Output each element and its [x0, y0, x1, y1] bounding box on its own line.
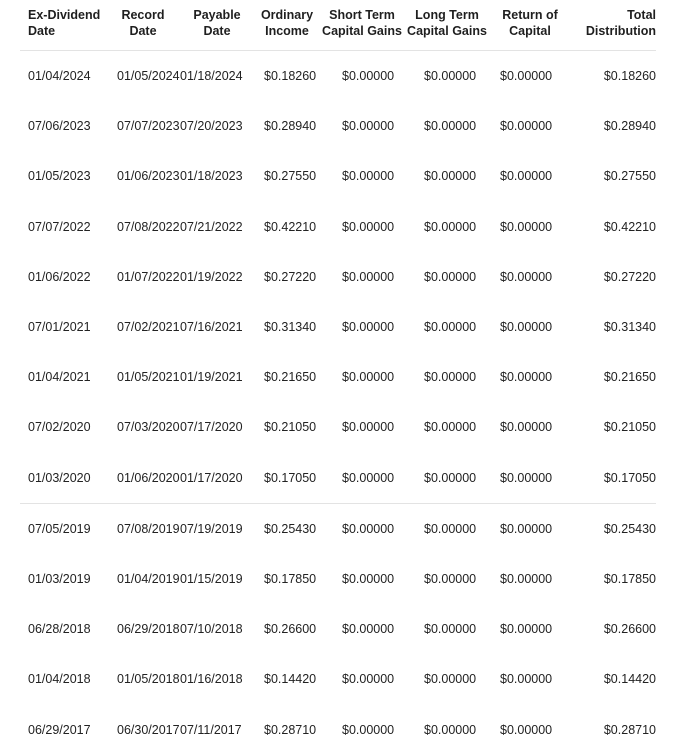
cell-return-of-capital: $0.00000	[500, 672, 553, 687]
cell-long-term-capital-gains: $0.00000	[424, 420, 477, 435]
cell-short-term-capital-gains: $0.00000	[342, 169, 395, 184]
cell-short-term-capital-gains: $0.00000	[342, 119, 395, 134]
cell-record-date: 07/08/2019	[117, 521, 180, 536]
cell-total-distribution: $0.21650	[603, 370, 656, 385]
cell-ordinary-income: $0.18260	[264, 69, 317, 84]
cell-total-distribution: $0.28710	[603, 722, 656, 737]
cell-short-term-capital-gains: $0.00000	[342, 69, 395, 84]
cell-return-of-capital: $0.00000	[500, 470, 553, 485]
table-row	[20, 402, 656, 452]
cell-ordinary-income: $0.25430	[264, 521, 317, 536]
cell-record-date: 01/07/2022	[117, 269, 180, 284]
cell-ex-dividend-date: 01/06/2022	[28, 269, 91, 284]
cell-ex-dividend-date: 01/05/2023	[28, 169, 91, 184]
cell-ordinary-income: $0.17850	[264, 571, 317, 586]
cell-record-date: 01/06/2020	[117, 470, 180, 485]
cell-ex-dividend-date: 06/29/2017	[28, 722, 91, 737]
cell-short-term-capital-gains: $0.00000	[342, 571, 395, 586]
cell-return-of-capital: $0.00000	[500, 622, 553, 637]
cell-long-term-capital-gains: $0.00000	[424, 370, 477, 385]
cell-long-term-capital-gains: $0.00000	[424, 169, 477, 184]
header-long-term-capital-gains: Long Term Capital Gains	[407, 8, 487, 38]
cell-return-of-capital: $0.00000	[500, 420, 553, 435]
cell-return-of-capital: $0.00000	[500, 169, 553, 184]
cell-long-term-capital-gains: $0.00000	[424, 219, 477, 234]
cell-record-date: 07/02/2021	[117, 320, 180, 335]
cell-ordinary-income: $0.14420	[264, 672, 317, 687]
cell-total-distribution: $0.28940	[603, 119, 656, 134]
cell-total-distribution: $0.26600	[603, 622, 656, 637]
table-row	[20, 352, 656, 402]
cell-short-term-capital-gains: $0.00000	[342, 269, 395, 284]
cell-short-term-capital-gains: $0.00000	[342, 722, 395, 737]
cell-short-term-capital-gains: $0.00000	[342, 370, 395, 385]
cell-long-term-capital-gains: $0.00000	[424, 571, 477, 586]
cell-payable-date: 07/10/2018	[180, 622, 243, 637]
cell-ordinary-income: $0.26600	[264, 622, 317, 637]
cell-return-of-capital: $0.00000	[500, 571, 553, 586]
cell-short-term-capital-gains: $0.00000	[342, 521, 395, 536]
header-ex-dividend-date: Ex-Dividend Date	[28, 8, 101, 38]
cell-return-of-capital: $0.00000	[500, 320, 553, 335]
table-row	[20, 554, 656, 604]
cell-record-date: 07/03/2020	[117, 420, 180, 435]
cell-payable-date: 01/19/2021	[180, 370, 243, 385]
cell-total-distribution: $0.17050	[603, 470, 656, 485]
cell-return-of-capital: $0.00000	[500, 69, 553, 84]
cell-ex-dividend-date: 07/02/2020	[28, 420, 91, 435]
cell-payable-date: 07/19/2019	[180, 521, 243, 536]
cell-total-distribution: $0.18260	[603, 69, 656, 84]
cell-ordinary-income: $0.31340	[264, 320, 317, 335]
cell-total-distribution: $0.27220	[603, 269, 656, 284]
cell-total-distribution: $0.27550	[603, 169, 656, 184]
cell-record-date: 01/04/2019	[117, 571, 180, 586]
header-short-term-capital-gains: Short Term Capital Gains	[322, 8, 402, 38]
cell-short-term-capital-gains: $0.00000	[342, 420, 395, 435]
cell-return-of-capital: $0.00000	[500, 269, 553, 284]
header-record-date: Record Date	[121, 8, 165, 38]
cell-ex-dividend-date: 01/04/2024	[28, 69, 91, 84]
table-body	[20, 51, 656, 755]
distribution-table	[20, 0, 656, 755]
table-row	[20, 302, 656, 352]
cell-ex-dividend-date: 06/28/2018	[28, 622, 91, 637]
cell-return-of-capital: $0.00000	[500, 119, 553, 134]
cell-payable-date: 07/16/2021	[180, 320, 243, 335]
cell-short-term-capital-gains: $0.00000	[342, 672, 395, 687]
cell-ex-dividend-date: 01/03/2020	[28, 470, 91, 485]
cell-ex-dividend-date: 01/03/2019	[28, 571, 91, 586]
cell-return-of-capital: $0.00000	[500, 370, 553, 385]
cell-ex-dividend-date: 07/06/2023	[28, 119, 91, 134]
cell-long-term-capital-gains: $0.00000	[424, 320, 477, 335]
cell-short-term-capital-gains: $0.00000	[342, 622, 395, 637]
table-row	[20, 101, 656, 151]
header-payable-date: Payable Date	[193, 8, 241, 38]
cell-long-term-capital-gains: $0.00000	[424, 672, 477, 687]
cell-ordinary-income: $0.21650	[264, 370, 317, 385]
cell-long-term-capital-gains: $0.00000	[424, 722, 477, 737]
cell-record-date: 07/08/2022	[117, 219, 180, 234]
cell-payable-date: 07/20/2023	[180, 119, 243, 134]
cell-total-distribution: $0.21050	[603, 420, 656, 435]
header-total-distribution: Total Distribution	[585, 8, 656, 38]
cell-record-date: 01/05/2024	[117, 69, 180, 84]
table-row	[20, 202, 656, 252]
cell-ex-dividend-date: 01/04/2021	[28, 370, 91, 385]
cell-ex-dividend-date: 07/05/2019	[28, 521, 91, 536]
cell-record-date: 01/05/2021	[117, 370, 180, 385]
table-row	[20, 604, 656, 654]
cell-long-term-capital-gains: $0.00000	[424, 521, 477, 536]
cell-return-of-capital: $0.00000	[500, 722, 553, 737]
cell-ex-dividend-date: 07/01/2021	[28, 320, 91, 335]
table-row	[20, 654, 656, 704]
cell-payable-date: 01/15/2019	[180, 571, 243, 586]
cell-ex-dividend-date: 07/07/2022	[28, 219, 91, 234]
table-row	[20, 252, 656, 302]
cell-total-distribution: $0.14420	[603, 672, 656, 687]
cell-ordinary-income: $0.27550	[264, 169, 317, 184]
cell-total-distribution: $0.17850	[603, 571, 656, 586]
cell-short-term-capital-gains: $0.00000	[342, 320, 395, 335]
cell-ordinary-income: $0.42210	[264, 219, 317, 234]
cell-ordinary-income: $0.21050	[264, 420, 317, 435]
cell-long-term-capital-gains: $0.00000	[424, 69, 477, 84]
cell-payable-date: 01/19/2022	[180, 269, 243, 284]
cell-long-term-capital-gains: $0.00000	[424, 269, 477, 284]
cell-long-term-capital-gains: $0.00000	[424, 470, 477, 485]
cell-long-term-capital-gains: $0.00000	[424, 119, 477, 134]
cell-short-term-capital-gains: $0.00000	[342, 470, 395, 485]
cell-record-date: 01/06/2023	[117, 169, 180, 184]
table-row	[20, 151, 656, 201]
cell-payable-date: 01/16/2018	[180, 672, 243, 687]
table-row	[20, 503, 656, 554]
cell-ex-dividend-date: 01/04/2018	[28, 672, 91, 687]
cell-ordinary-income: $0.17050	[264, 470, 317, 485]
cell-payable-date: 07/17/2020	[180, 420, 243, 435]
cell-long-term-capital-gains: $0.00000	[424, 622, 477, 637]
cell-record-date: 07/07/2023	[117, 119, 180, 134]
table-row	[20, 704, 656, 754]
cell-total-distribution: $0.25430	[603, 521, 656, 536]
cell-total-distribution: $0.42210	[603, 219, 656, 234]
cell-payable-date: 07/21/2022	[180, 219, 243, 234]
cell-payable-date: 01/18/2024	[180, 69, 243, 84]
header-return-of-capital: Return of Capital	[502, 8, 558, 38]
table-row	[20, 453, 656, 503]
table-header-row	[20, 0, 656, 51]
table-row	[20, 51, 656, 101]
cell-record-date: 06/29/2018	[117, 622, 180, 637]
cell-total-distribution: $0.31340	[603, 320, 656, 335]
cell-return-of-capital: $0.00000	[500, 219, 553, 234]
cell-ordinary-income: $0.28940	[264, 119, 317, 134]
cell-payable-date: 07/11/2017	[180, 722, 242, 737]
cell-record-date: 06/30/2017	[117, 722, 180, 737]
cell-short-term-capital-gains: $0.00000	[342, 219, 395, 234]
cell-payable-date: 01/18/2023	[180, 169, 243, 184]
header-ordinary-income: Ordinary Income	[260, 8, 314, 38]
cell-record-date: 01/05/2018	[117, 672, 180, 687]
cell-ordinary-income: $0.28710	[264, 722, 317, 737]
cell-ordinary-income: $0.27220	[264, 269, 317, 284]
cell-payable-date: 01/17/2020	[180, 470, 243, 485]
cell-return-of-capital: $0.00000	[500, 521, 553, 536]
